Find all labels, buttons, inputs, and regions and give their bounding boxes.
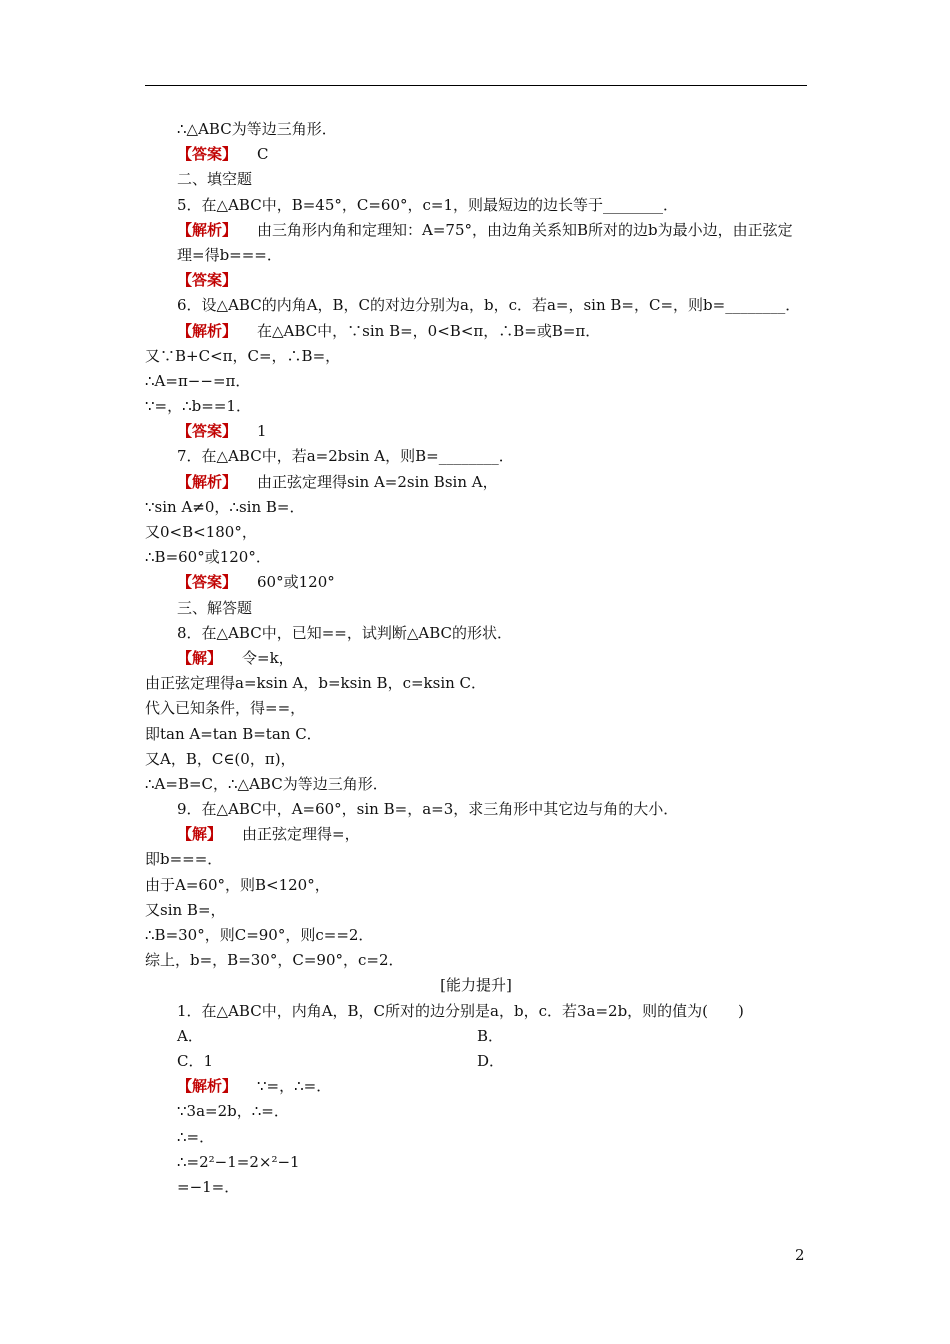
text-line [145, 444, 807, 469]
section-tag: 【解】 [177, 648, 223, 667]
option-text: D． [477, 1051, 505, 1070]
text-line [145, 218, 807, 268]
text-line [145, 898, 807, 923]
line-text: [能力提升] [440, 976, 512, 995]
line-text: 又∵B+C<π，C=，∴B=， [145, 346, 341, 365]
header-rule [145, 85, 807, 86]
line-text: A． [177, 1026, 203, 1045]
text-line [145, 948, 807, 973]
line-text: ∴B=30°，则C=90°，则c==2． [145, 926, 374, 945]
line-text: 综上，b=，B=30°，C=90°，c=2． [145, 951, 404, 970]
text-line [145, 495, 807, 520]
text-line [145, 671, 807, 696]
text-line [145, 696, 807, 721]
text-line [145, 142, 807, 167]
text-line [145, 1049, 807, 1074]
line-text: =−1=． [177, 1177, 240, 1196]
text-line [145, 596, 807, 621]
text-line [145, 344, 807, 369]
line-text: ∴A=B=C，∴△ABC为等边三角形． [145, 774, 388, 793]
line-text: 即b===． [145, 850, 223, 869]
line-text: ∵=，∴b==1． [145, 397, 251, 416]
text-line [145, 1099, 807, 1124]
line-text: 由正弦定理得=， [242, 825, 360, 844]
line-text: 在△ABC中，∵sin B=，0<B<π，∴B=或B=π． [257, 321, 601, 340]
page-number: 2 [795, 1246, 805, 1264]
section-tag: 【答案】 [177, 573, 238, 592]
text-line [145, 1175, 807, 1200]
line-text: ∵3a=2b，∴=． [177, 1102, 289, 1121]
line-text: 60°或120° [257, 573, 335, 592]
line-text: 代入已知条件，得==， [145, 699, 306, 718]
line-text: 由于A=60°，则B<120°， [145, 875, 330, 894]
text-line [145, 1125, 807, 1150]
section-tag: 【解析】 [177, 220, 238, 239]
text-line [145, 822, 807, 847]
line-text: 三、解答题 [177, 598, 253, 617]
line-text: C．1 [177, 1051, 214, 1070]
line-text: 1．在△ABC中，内角A，B，C所对的边分别是a，b，c．若3a=2b，则的值为( ) [177, 1001, 744, 1020]
section-tag: 【答案】 [177, 271, 238, 290]
line-text: ∵sin A≠0，∴sin B=． [145, 497, 305, 516]
text-line [145, 797, 807, 822]
text-line [145, 873, 807, 898]
section-tag: 【解】 [177, 825, 223, 844]
text-line [145, 923, 807, 948]
line-text: C [257, 145, 269, 164]
line-text: 由三角形内角和定理知：A=75°，由边角关系知B所对的边b为最小边，由正弦定理=得b===． [177, 220, 793, 264]
text-line [145, 722, 807, 747]
line-text: 8．在△ABC中，已知==，试判断△ABC的形状． [177, 623, 512, 642]
line-text: 又sin B=， [145, 900, 226, 919]
line-text: ∴B=60°或120°． [145, 548, 271, 567]
line-text: 1 [257, 422, 267, 441]
text-line [145, 117, 807, 142]
section-tag: 【解析】 [177, 472, 238, 491]
line-text: 又0<B<180°， [145, 523, 257, 542]
line-text: 即tan A=tan B=tan C． [145, 724, 322, 743]
text-line [145, 520, 807, 545]
text-line [145, 394, 807, 419]
line-text: ∴=2²−1=2×²−1 [177, 1152, 300, 1171]
text-line [145, 646, 807, 671]
text-line [145, 772, 807, 797]
text-line [145, 570, 807, 595]
text-line [145, 319, 807, 344]
text-line [145, 419, 807, 444]
text-line [145, 167, 807, 192]
option-text: B． [477, 1026, 504, 1045]
section-tag: 【解析】 [177, 321, 238, 340]
text-line [145, 621, 807, 646]
line-text: ∵=，∴=． [257, 1077, 332, 1096]
line-text: 由正弦定理得a=ksin A，b=ksin B，c=ksin C． [145, 674, 487, 693]
text-line [145, 268, 807, 293]
text-line [145, 293, 807, 318]
text-line [145, 369, 807, 394]
section-tag: 【答案】 [177, 145, 238, 164]
line-text: 7．在△ABC中，若a=2bsin A，则B=________． [177, 447, 514, 466]
line-text: ∴A=π−−=π． [145, 371, 251, 390]
text-line [145, 847, 807, 872]
line-text: ∴△ABC为等边三角形． [177, 120, 337, 138]
line-text: 又A，B，C∈(0，π)， [145, 749, 296, 768]
document-body [145, 117, 807, 1200]
line-text: 9．在△ABC中，A=60°，sin B=，a=3，求三角形中其它边与角的大小． [177, 800, 679, 819]
text-line [145, 193, 807, 218]
text-line [145, 999, 807, 1024]
text-line [145, 545, 807, 570]
text-line [145, 1074, 807, 1099]
line-text: 二、填空题 [177, 170, 253, 189]
text-line [145, 973, 807, 998]
line-text: 由正弦定理得sin A=2sin Bsin A， [257, 472, 498, 491]
text-line [145, 1150, 807, 1175]
text-line [145, 747, 807, 772]
line-text: 令=k， [242, 648, 294, 667]
section-tag: 【解析】 [177, 1077, 238, 1096]
section-tag: 【答案】 [177, 422, 238, 441]
line-text: 5．在△ABC中，B=45°，C=60°，c=1，则最短边的边长等于________． [177, 195, 679, 214]
line-text: ∴=． [177, 1127, 215, 1146]
text-line [145, 470, 807, 495]
line-text: 6．设△ABC的内角A，B，C的对边分别为a，b，c．若a=，sin B=，C=，则b=________． [177, 296, 801, 315]
text-line [145, 1024, 807, 1049]
